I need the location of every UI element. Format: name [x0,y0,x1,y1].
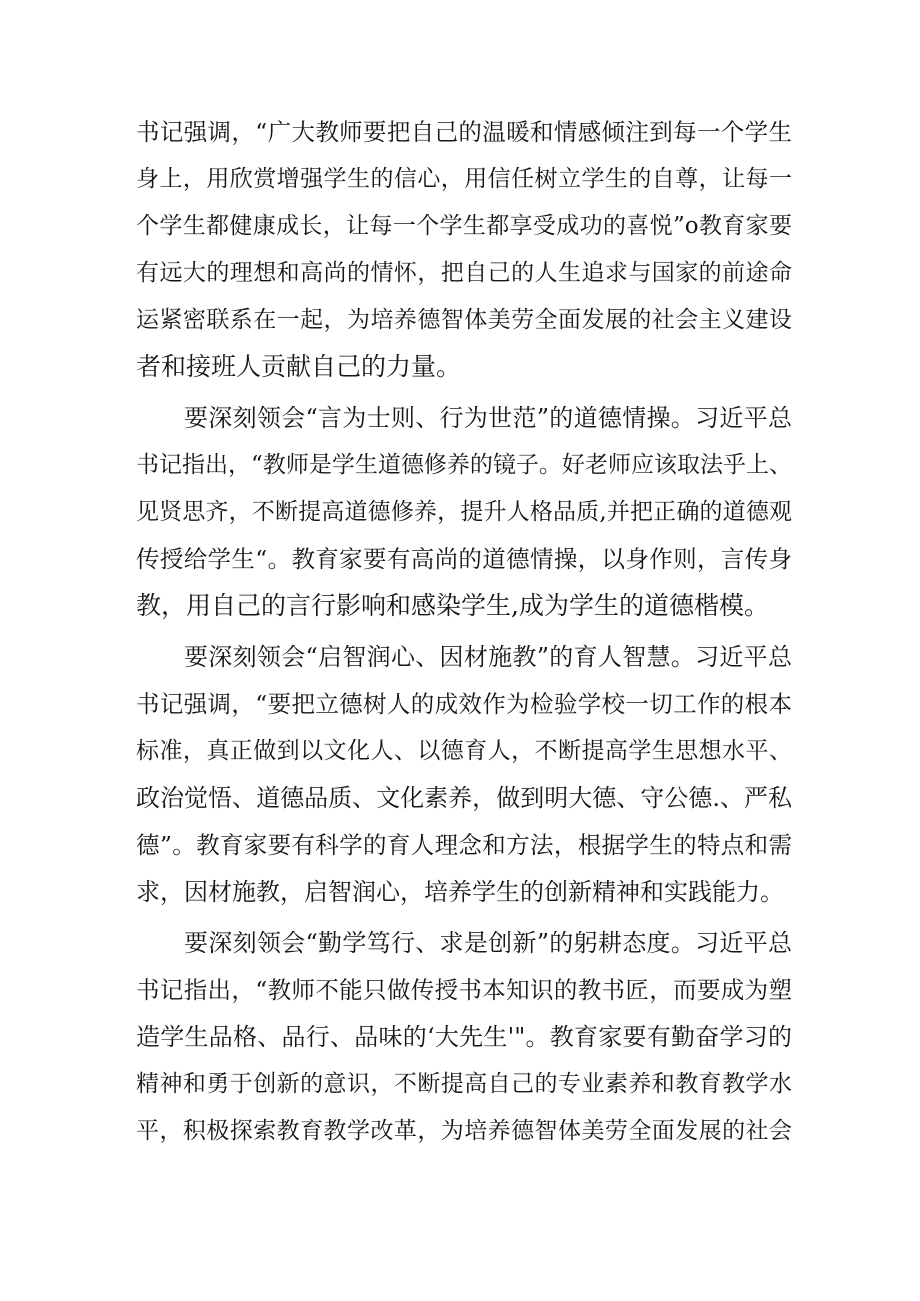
text-line: 求，因材施教，启智润心，培养学生的创新精神和实践能力。 [136,878,784,906]
text-line: 书记强调，“广大教师要把自己的温暖和情感倾注到每一个学生 [136,118,792,146]
text-line: 运紧密联系在一起，为培养德智体美劳全面发展的社会主义建设 [136,307,792,333]
text-line: 书记指出，“教师不能只做传授书本知识的教书匠，而要成为塑 [136,976,792,1004]
text-line: 精神和勇于创新的意识，不断提高自己的专业素养和教育教学水 [136,1071,792,1097]
paragraph-first-line: 要深刻领会“勤学笃行、求是创新”的躬耕态度。习近平总 [184,929,792,957]
text-line: 造学生品格、品行、品味的‘大先生'"。教育家要有勤奋学习的 [136,1023,792,1051]
paragraph-first-line: 要深刻领会“启智润心、因材施教”的育人智慧。习近平总 [184,643,792,671]
text-line: 德”。教育家要有科学的育人理念和方法，根据学生的特点和需 [136,831,792,859]
text-line: 标准，真正做到以文化人、以德育人，不断提高学生思想水平、 [136,738,792,764]
text-line: 身上，用欣赏增强学生的信心，用信任树立学生的自尊，让每一 [136,166,792,192]
text-line: 者和接班人贡献自己的力量。 [136,352,462,381]
text-line: 见贤思齐，不断提高道德修养，提升人格品质,并把正确的道德观 [136,499,792,525]
text-line: 书记强调，“要把立德树人的成效作为检验学校一切工作的根本 [136,690,792,718]
paragraph-first-line: 要深刻领会“言为士则、行为世范”的道德情操。习近平总 [184,404,792,432]
text-line: 有远大的理想和高尚的情怀，把自己的人生追求与国家的前途命 [136,260,792,286]
text-line: 传授给学生“。教育家要有高尚的道德情操，以身作则，言传身 [136,545,792,573]
text-line: 平，积极探索教育教学改革，为培养德智体美劳全面发展的社会 [136,1118,792,1144]
text-line: 政治觉悟、道德品质、文化素养，做到明大德、守公德.、严私 [136,784,792,812]
text-line: 书记指出，“教师是学生道德修养的镜子。好老师应该取法乎上、 [136,452,792,478]
text-line: 教，用自己的言行影响和感染学生,成为学生的道德楷模。 [136,591,769,620]
text-line: 个学生都健康成长，让每一个学生都享受成功的喜悦”o教育家要 [136,213,792,239]
